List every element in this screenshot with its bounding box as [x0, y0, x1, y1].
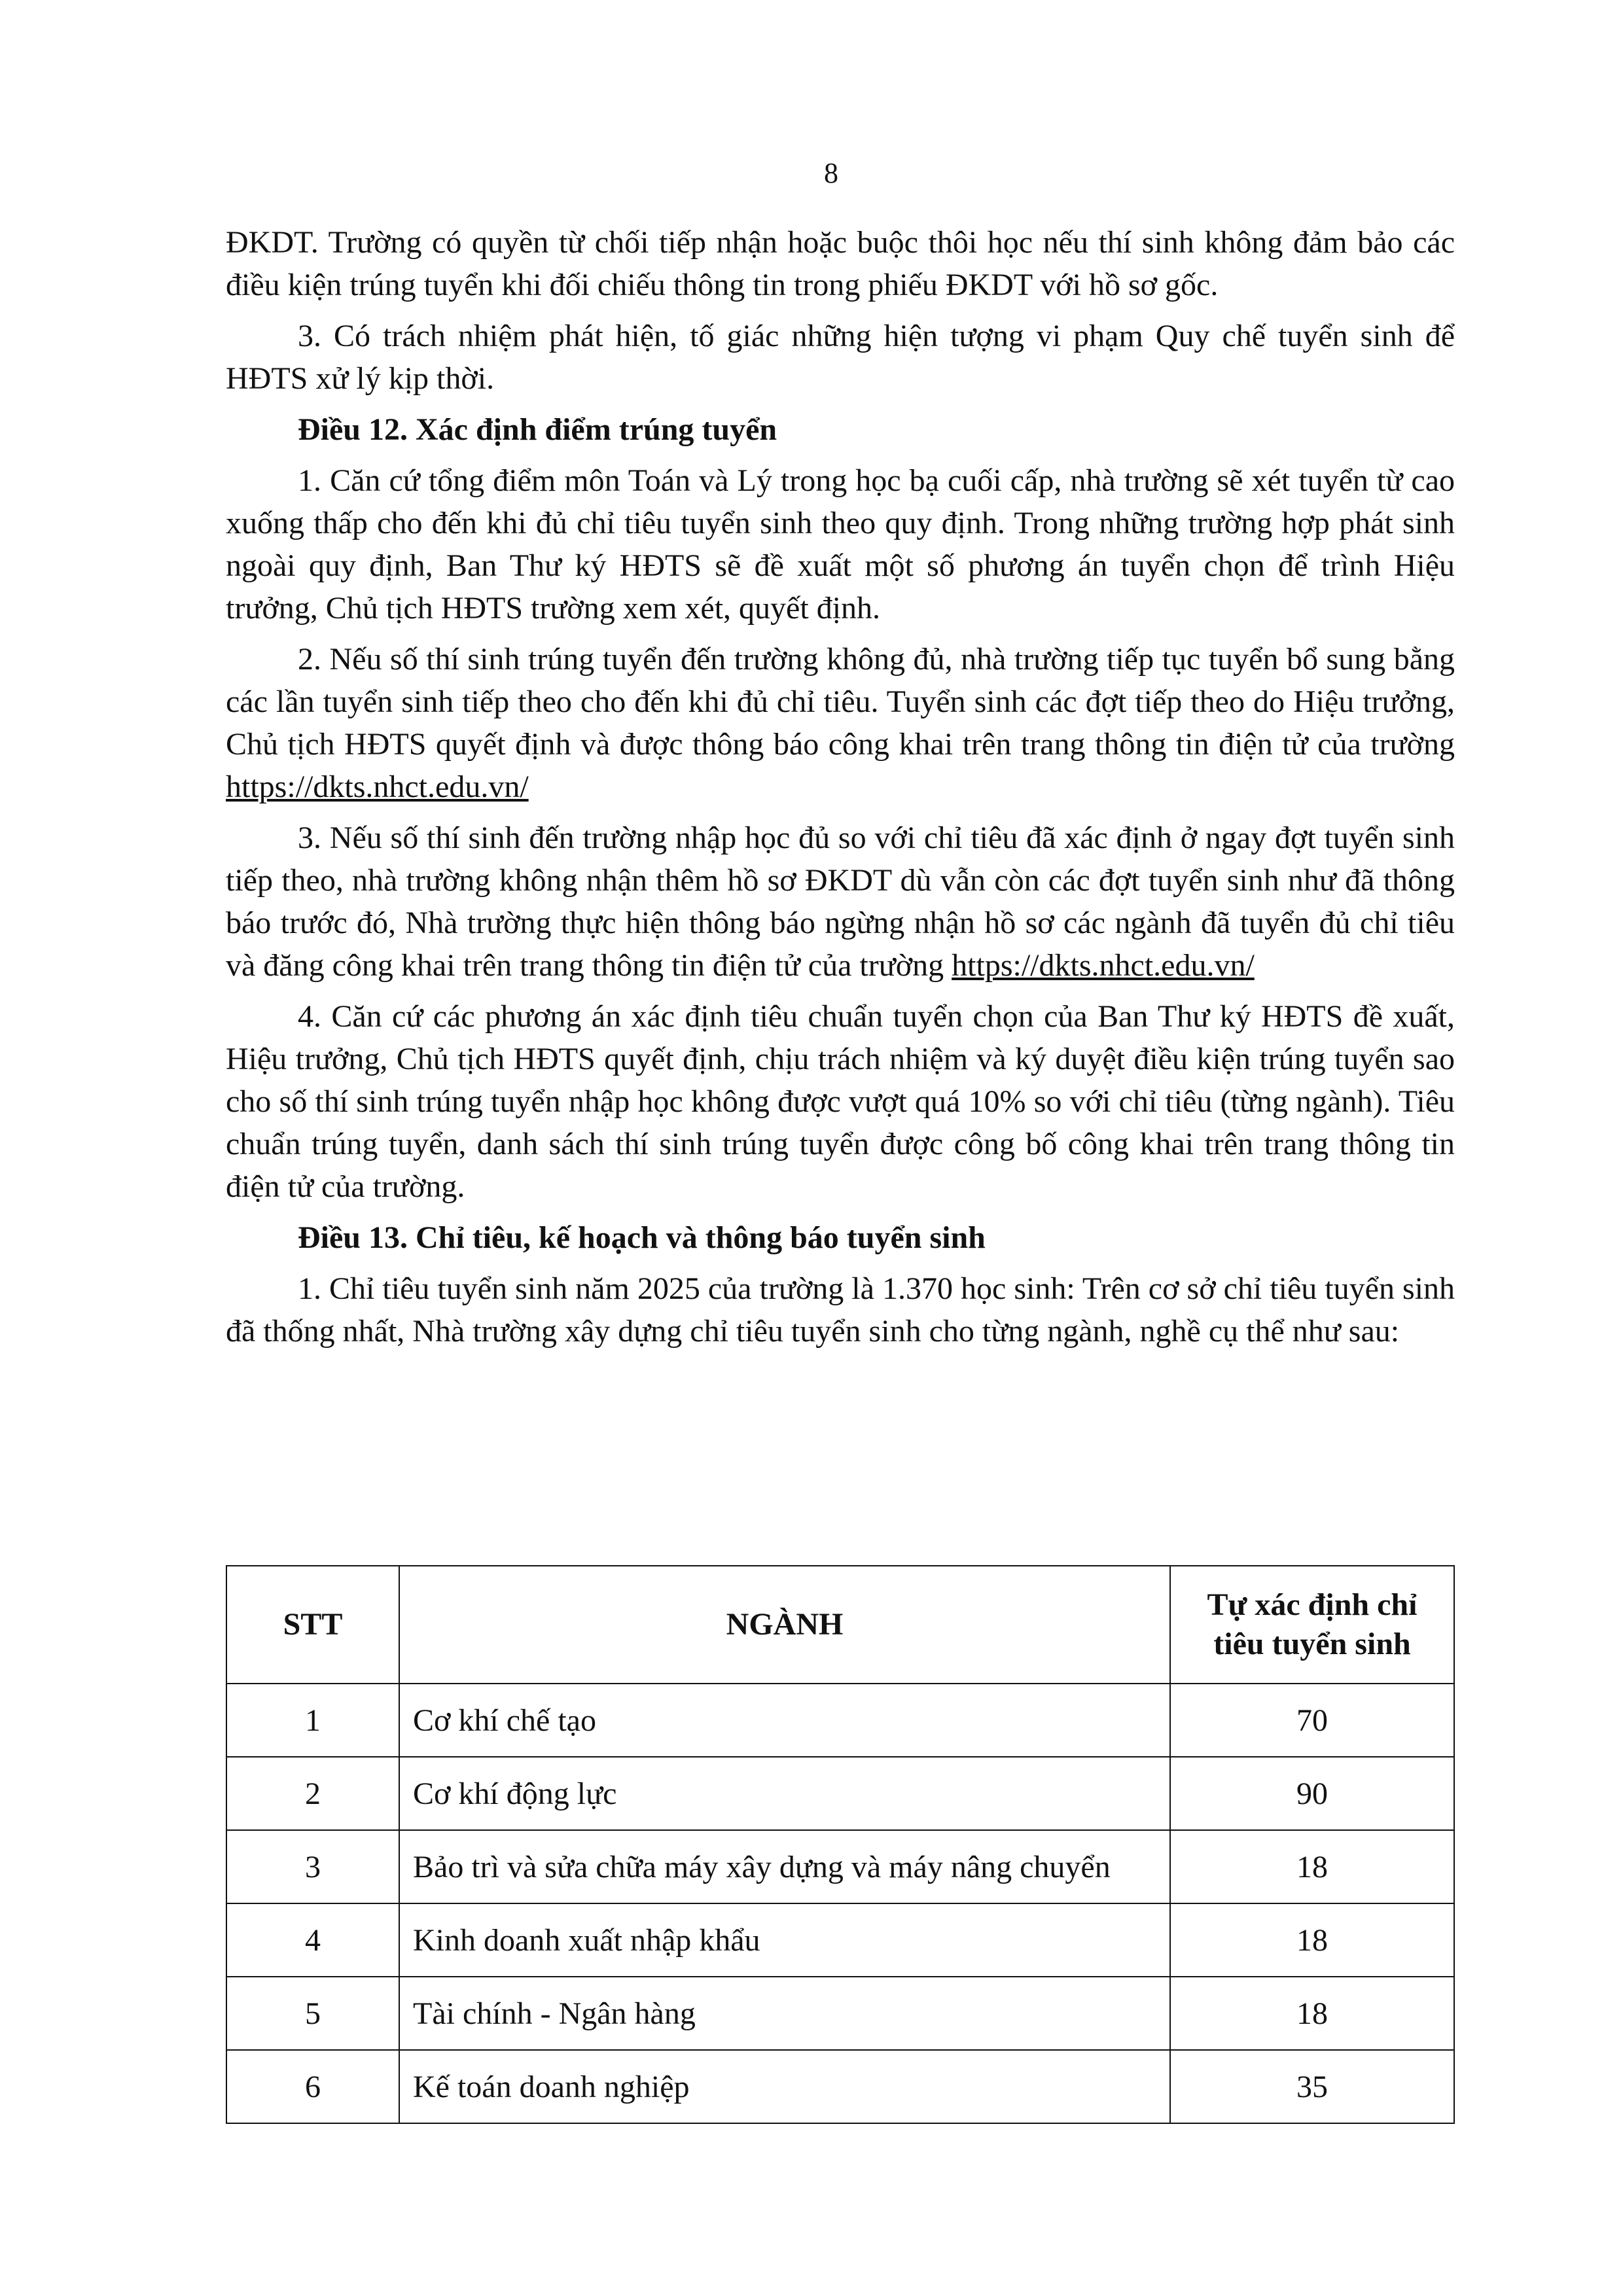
- cell-stt: 6: [226, 2050, 399, 2123]
- cell-stt: 3: [226, 1830, 399, 1903]
- table-row: [226, 1757, 1454, 1830]
- header-chitieu: Tự xác định chỉ tiêu tuyển sinh: [1170, 1566, 1454, 1684]
- cell-nganh: Cơ khí chế tạo: [399, 1684, 1170, 1757]
- cell-chitieu: 18: [1170, 1903, 1454, 1977]
- cell-chitieu: 18: [1170, 1830, 1454, 1903]
- cell-chitieu: 70: [1170, 1684, 1454, 1757]
- admission-website-link[interactable]: https://dkts.nhct.edu.vn/: [226, 769, 529, 804]
- article-12-item-2: [226, 638, 1455, 808]
- cell-chitieu: 35: [1170, 2050, 1454, 2123]
- paragraph-continuation: ĐKDT. Trường có quyền từ chối tiếp nhận hoặc buộc thôi học nếu thí sinh không đảm bảo các điều kiện trúng tuyển khi đối chiếu thông tin trong phiếu ĐKDT với hồ sơ gốc.: [226, 225, 1455, 302]
- table-row: [226, 2050, 1454, 2123]
- cell-stt: 1: [226, 1684, 399, 1757]
- header-stt: STT: [226, 1566, 399, 1684]
- table-row: [226, 1830, 1454, 1903]
- cell-stt: 5: [226, 1977, 399, 2050]
- cell-chitieu: 18: [1170, 1977, 1454, 2050]
- cell-nganh: Kế toán doanh nghiệp: [399, 2050, 1170, 2123]
- cell-chitieu: 90: [1170, 1757, 1454, 1830]
- cell-nganh: Tài chính - Ngân hàng: [399, 1977, 1170, 2050]
- admission-website-link[interactable]: https://dkts.nhct.edu.vn/: [952, 948, 1255, 983]
- paragraph-item-3: 3. Có trách nhiệm phát hiện, tố giác những hiện tượng vi phạm Quy chế tuyển sinh để HĐTS xử lý kịp thời.: [226, 319, 1455, 396]
- article-12-item-3-text: 3. Nếu số thí sinh đến trường nhập học đủ so với chỉ tiêu đã xác định ở ngay đợt tuyển sinh tiếp theo, nhà trường không nhận thêm hồ sơ ĐKDT dù vẫn còn các đợt tuyển sinh như đã thông báo trước đó, Nhà trường thực hiện thông báo ngừng nhận hồ sơ các ngành đã tuyển đủ chỉ tiêu và đăng công khai trên trang thông tin điện tử của trường: [226, 821, 1455, 983]
- header-nganh: NGÀNH: [399, 1566, 1170, 1684]
- cell-stt: 2: [226, 1757, 399, 1830]
- cell-nganh: Cơ khí động lực: [399, 1757, 1170, 1830]
- cell-nganh: Kinh doanh xuất nhập khẩu: [399, 1903, 1170, 1977]
- page-number: 8: [824, 157, 838, 189]
- article-12-item-4: 4. Căn cứ các phương án xác định tiêu chuẩn tuyển chọn của Ban Thư ký HĐTS đề xuất, Hiệu trưởng, Chủ tịch HĐTS quyết định, chịu trách nhiệm và ký duyệt điều kiện trúng tuyển sao cho số thí sinh trúng tuyển nhập học không được vượt quá 10% so với chỉ tiêu (từng ngành). Tiêu chuẩn trúng tuyển, danh sách thí sinh trúng tuyển được công bố công khai trên trang thông tin điện tử của trường.: [226, 999, 1455, 1204]
- cell-nganh: Bảo trì và sửa chữa máy xây dựng và máy nâng chuyển: [399, 1830, 1170, 1903]
- article-12-item-1: 1. Căn cứ tổng điểm môn Toán và Lý trong học bạ cuối cấp, nhà trường sẽ xét tuyển từ cao xuống thấp cho đến khi đủ chỉ tiêu tuyển sinh theo quy định. Trong những trường hợp phát sinh ngoài quy định, Ban Thư ký HĐTS sẽ đề xuất một số phương án tuyển chọn để trình Hiệu trưởng, Chủ tịch HĐTS trường xem xét, quyết định.: [226, 463, 1455, 626]
- article-12-item-3: [226, 817, 1455, 987]
- document-body: [226, 221, 1455, 1361]
- article-12-item-2-text: 2. Nếu số thí sinh trúng tuyển đến trường không đủ, nhà trường tiếp tục tuyển bổ sung bằng các lần tuyển sinh tiếp theo cho đến khi đủ chỉ tiêu. Tuyển sinh các đợt tiếp theo do Hiệu trưởng, Chủ tịch HĐTS quyết định và được thông báo công khai trên trang thông tin điện tử của trường: [226, 642, 1455, 762]
- article-13-item-1: 1. Chỉ tiêu tuyển sinh năm 2025 của trường là 1.370 học sinh: Trên cơ sở chỉ tiêu tuyển sinh đã thống nhất, Nhà trường xây dựng chỉ tiêu tuyển sinh cho từng ngành, nghề cụ thể như sau:: [226, 1271, 1455, 1349]
- article-13-heading: Điều 13. Chỉ tiêu, kế hoạch và thông báo tuyển sinh: [298, 1220, 986, 1255]
- cell-stt: 4: [226, 1903, 399, 1977]
- table-row: [226, 1903, 1454, 1977]
- table-header-row: [226, 1566, 1454, 1684]
- quota-table: [226, 1565, 1455, 2124]
- article-12-heading: Điều 12. Xác định điểm trúng tuyển: [298, 412, 777, 447]
- table-row: [226, 1684, 1454, 1757]
- table-row: [226, 1977, 1454, 2050]
